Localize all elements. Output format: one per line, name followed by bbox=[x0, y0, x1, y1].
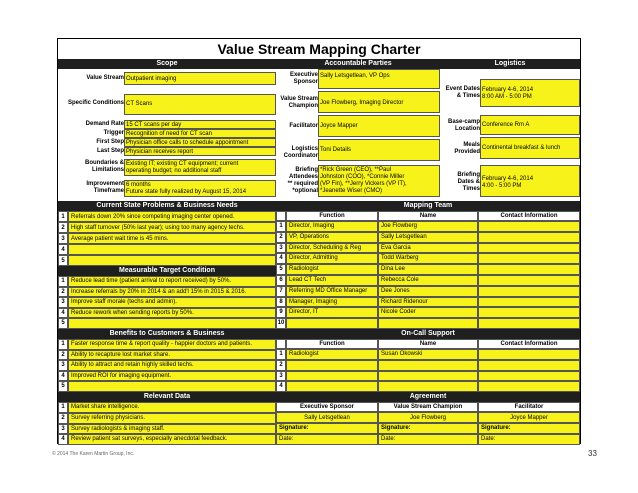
name-cell bbox=[378, 360, 478, 371]
mapping-team-row bbox=[276, 221, 580, 232]
basecamp-label bbox=[440, 119, 480, 133]
mapping-team-colheads bbox=[276, 211, 580, 221]
relevant-data-row bbox=[58, 402, 276, 413]
row-text: Reduce lead time (patient arrival to report received) by 50%. bbox=[68, 276, 276, 287]
contact-cell bbox=[478, 371, 580, 382]
briefing-label-line: Attendees bbox=[288, 174, 318, 180]
row-text bbox=[68, 318, 276, 329]
facilitator-colhead: Facilitator bbox=[478, 402, 580, 412]
function-cell: Referring MD Office Manager bbox=[286, 286, 378, 297]
briefing-line: Johnston (COO), *Connie Miller bbox=[320, 174, 405, 180]
improvement-line: 6 months bbox=[126, 182, 151, 188]
row-number: 1 bbox=[276, 221, 286, 232]
last-step-label: Last Step bbox=[96, 148, 124, 154]
name-cell bbox=[378, 381, 478, 392]
row-number: 5 bbox=[58, 255, 68, 266]
benefits-header: Benefits to Customers & Business bbox=[58, 329, 276, 339]
row-text: Improved ROI for imaging equipment. bbox=[68, 371, 276, 382]
function-cell: Manager, Imaging bbox=[286, 297, 378, 308]
row-number: 5 bbox=[58, 318, 68, 329]
row-number: 6 bbox=[276, 275, 286, 286]
mapping-team-row bbox=[276, 243, 580, 254]
exec-sponsor-name: Sally Letsgetlean bbox=[276, 412, 378, 423]
event-label-line: Event Dates bbox=[445, 86, 480, 92]
mapping-team-row bbox=[276, 307, 580, 318]
mapping-team-row bbox=[276, 264, 580, 275]
oncall-row bbox=[276, 371, 580, 382]
boundaries-label-line: Boundaries & bbox=[84, 160, 124, 166]
row-number: 7 bbox=[276, 286, 286, 297]
row-text: Faster response time & report quality - happier doctors and patients. bbox=[68, 339, 276, 350]
row-number: 1 bbox=[276, 349, 286, 360]
event-line: February 4-6, 2014 bbox=[482, 87, 534, 93]
benefit-row bbox=[58, 371, 276, 382]
lower-right bbox=[276, 201, 580, 445]
contact-cell bbox=[478, 286, 580, 297]
facilitator-name: Joyce Mapper bbox=[478, 412, 580, 423]
name-cell: Sally Letsgetlean bbox=[378, 232, 478, 243]
row-number: 3 bbox=[58, 360, 68, 371]
meals-value: Continental breakfast & lunch bbox=[480, 137, 580, 159]
briefing-dates-label-line: Briefing bbox=[457, 172, 480, 178]
briefing-attendees-value bbox=[318, 165, 440, 197]
row-number: 2 bbox=[58, 413, 68, 424]
parties-block bbox=[276, 69, 440, 209]
current-state-row bbox=[58, 244, 276, 255]
function-colhead: Function bbox=[286, 339, 378, 349]
facilitator-label: Facilitator bbox=[289, 123, 318, 129]
demand-rate-label: Demand Rate bbox=[85, 121, 124, 127]
function-cell: Director, Imaging bbox=[286, 221, 378, 232]
last-step-value: Physician receives report bbox=[124, 147, 276, 156]
page-number: 33 bbox=[588, 449, 597, 458]
contact-cell bbox=[478, 307, 580, 318]
target-row bbox=[58, 318, 276, 329]
row-number: 1 bbox=[58, 211, 68, 222]
exec-label-line: Sponsor bbox=[293, 79, 318, 85]
target-row bbox=[58, 308, 276, 319]
logistics-block bbox=[440, 69, 580, 209]
boundaries-label bbox=[58, 160, 124, 174]
lower-left bbox=[58, 201, 276, 445]
facilitator-signature-field[interactable]: Signature: bbox=[478, 423, 580, 434]
current-state-row bbox=[58, 211, 276, 222]
row-number: 4 bbox=[58, 244, 68, 255]
value-stream-label: Value Stream bbox=[86, 75, 124, 81]
row-text: Referrals down 20% since competing imaging center opened. bbox=[68, 211, 276, 222]
name-cell bbox=[378, 318, 478, 329]
contact-cell bbox=[478, 360, 580, 371]
event-dates-label bbox=[440, 86, 480, 100]
row-number: 3 bbox=[58, 424, 68, 435]
logistics-header: Logistics bbox=[440, 59, 580, 69]
champion-colhead: Value Stream Champion bbox=[378, 402, 478, 412]
function-cell: Director, Admitting bbox=[286, 253, 378, 264]
champion-signature-field[interactable]: Signature: bbox=[378, 423, 478, 434]
row-number: 4 bbox=[58, 434, 68, 445]
mapping-team-row bbox=[276, 275, 580, 286]
row-number: 3 bbox=[58, 233, 68, 244]
function-cell: Director, Scheduling & Reg bbox=[286, 243, 378, 254]
improvement-label bbox=[58, 181, 124, 195]
improvement-label-line: Timeframe bbox=[93, 188, 124, 194]
row-text: Ability to attract and retain highly skilled techs. bbox=[68, 360, 276, 371]
charter-sheet bbox=[57, 38, 581, 444]
name-cell: Dina Lee bbox=[378, 264, 478, 275]
row-number: 1 bbox=[58, 276, 68, 287]
row-number: 2 bbox=[58, 287, 68, 298]
contact-cell bbox=[478, 232, 580, 243]
briefing-dates-value bbox=[480, 165, 580, 197]
row-text: High staff turnover (50% last year); using too many agency techs. bbox=[68, 222, 276, 233]
champion-label-line: Value Stream bbox=[280, 96, 318, 102]
copyright-footer: © 2014 The Karen Martin Group, Inc. bbox=[52, 451, 135, 457]
exec-sponsor-value: Sally Letsgetlean, VP Ops bbox=[318, 69, 440, 89]
mapping-team-row bbox=[276, 318, 580, 329]
current-state-row bbox=[58, 233, 276, 244]
oncall-colheads bbox=[276, 339, 580, 349]
relevant-data-row bbox=[58, 413, 276, 424]
row-number: 2 bbox=[276, 360, 286, 371]
champion-value: Joe Flowberg, Imaging Director bbox=[318, 91, 440, 113]
logistics-coordinator-value: Toni Details bbox=[318, 139, 440, 161]
briefing-line: *Rick Green (CEO), **Paul bbox=[320, 167, 392, 173]
contact-cell bbox=[478, 275, 580, 286]
logistics-label-line: Logistics bbox=[291, 146, 318, 152]
function-cell bbox=[286, 318, 378, 329]
briefing-dates-line: February 4-6, 2014 bbox=[482, 176, 534, 182]
oncall-header: On-Call Support bbox=[276, 329, 580, 339]
contact-cell bbox=[478, 221, 580, 232]
mapping-team-row bbox=[276, 286, 580, 297]
contact-colhead: Contact Information bbox=[478, 339, 580, 349]
row-text bbox=[68, 244, 276, 255]
function-cell: Radiologist bbox=[286, 264, 378, 275]
benefit-row bbox=[58, 381, 276, 392]
oncall-row bbox=[276, 360, 580, 371]
name-cell: Dee Jones bbox=[378, 286, 478, 297]
row-text: Market share intelligence. bbox=[68, 402, 276, 413]
contact-cell bbox=[478, 253, 580, 264]
facilitator-date-field[interactable]: Date: bbox=[478, 434, 580, 445]
name-cell: Joe Flowberg bbox=[378, 221, 478, 232]
contact-cell bbox=[478, 318, 580, 329]
improvement-line: Future state fully realized by August 15, 2014 bbox=[126, 189, 247, 195]
demand-rate-value: 15 CT scans per day bbox=[124, 120, 276, 129]
row-text: Average patient wait time is 45 mins. bbox=[68, 233, 276, 244]
row-text: Reduce rework when sending reports by 50%. bbox=[68, 308, 276, 319]
exec-signature-field[interactable]: Signature: bbox=[276, 423, 378, 434]
name-cell: Nicole Coder bbox=[378, 307, 478, 318]
row-number: 4 bbox=[58, 371, 68, 382]
row-number: 4 bbox=[276, 381, 286, 392]
row-number: 3 bbox=[276, 243, 286, 254]
exec-date-field[interactable]: Date: bbox=[276, 434, 378, 445]
num-colhead bbox=[276, 211, 286, 221]
mapping-team-row bbox=[276, 253, 580, 264]
function-cell bbox=[286, 381, 378, 392]
name-colhead: Name bbox=[378, 211, 478, 221]
benefit-row bbox=[58, 360, 276, 371]
contact-cell bbox=[478, 264, 580, 275]
briefing-dates-label-line: Dates & bbox=[457, 179, 480, 185]
basecamp-label-line: Location bbox=[455, 126, 480, 132]
function-cell: Lead CT Tech bbox=[286, 275, 378, 286]
contact-cell bbox=[478, 297, 580, 308]
current-state-row bbox=[58, 255, 276, 266]
boundaries-line: Existing IT; existing CT equipment; current bbox=[126, 161, 239, 167]
exec-label-line: Executive bbox=[289, 72, 318, 78]
row-text: Ability to recapture lost market share. bbox=[68, 350, 276, 361]
oncall-row bbox=[276, 349, 580, 360]
relevant-data-row bbox=[58, 434, 276, 445]
targets-header: Measurable Target Condition bbox=[58, 266, 276, 276]
current-state-row bbox=[58, 222, 276, 233]
briefing-attendees-label bbox=[276, 167, 318, 195]
boundaries-line: operating budget; no additional staff bbox=[126, 168, 222, 174]
row-number: 2 bbox=[58, 350, 68, 361]
agreement-header: Agreement bbox=[276, 392, 580, 402]
contact-cell bbox=[478, 381, 580, 392]
row-text: Increase referrals by 20% in 2014 & an add'l 15% in 2015 & 2016. bbox=[68, 287, 276, 298]
function-cell bbox=[286, 371, 378, 382]
name-cell: Richard Ridenour bbox=[378, 297, 478, 308]
event-dates-value bbox=[480, 79, 580, 107]
briefing-label-line: Briefing bbox=[295, 167, 318, 173]
meals-label-line: Meals bbox=[463, 142, 480, 148]
scope-header: Scope bbox=[58, 59, 276, 69]
relevant-data-row bbox=[58, 424, 276, 435]
briefing-dates-label-line: Times bbox=[462, 186, 480, 192]
briefing-line: *Jeanette Wiser (CMO) bbox=[320, 188, 383, 194]
row-number: 5 bbox=[276, 264, 286, 275]
boundaries-label-line: Limitations bbox=[91, 167, 124, 173]
page-title: Value Stream Mapping Charter bbox=[217, 41, 421, 57]
name-cell: Todd Warberg bbox=[378, 253, 478, 264]
first-step-value: Physician office calls to schedule appointment bbox=[124, 138, 276, 147]
contact-colhead: Contact Information bbox=[478, 211, 580, 221]
current-state-header: Current State Problems & Business Needs bbox=[58, 201, 276, 211]
briefing-dates-label bbox=[440, 172, 480, 193]
briefing-dates-line: 4:00 - 5:00 PM bbox=[482, 183, 522, 189]
value-stream-value: Outpatient imaging bbox=[124, 72, 276, 85]
specific-conditions-value: CT Scans bbox=[124, 94, 276, 115]
logistics-label-line: Coordinator bbox=[283, 153, 318, 159]
improvement-value bbox=[124, 180, 276, 197]
row-number: 5 bbox=[58, 381, 68, 392]
row-number: 3 bbox=[58, 297, 68, 308]
briefing-label-line: ** required bbox=[287, 181, 318, 187]
name-colhead: Name bbox=[378, 339, 478, 349]
champion-label-line: Champion bbox=[288, 103, 318, 109]
row-text bbox=[68, 381, 276, 392]
row-text: Improve staff morale (techs and admin). bbox=[68, 297, 276, 308]
target-row bbox=[58, 297, 276, 308]
trigger-value: Recognition of need for CT scan bbox=[124, 129, 276, 138]
row-number: 4 bbox=[276, 253, 286, 264]
briefing-label-line: *optional bbox=[292, 188, 318, 194]
row-number: 1 bbox=[58, 339, 68, 350]
name-cell bbox=[378, 371, 478, 382]
basecamp-label-line: Base-camp bbox=[447, 119, 480, 125]
facilitator-value: Joyce Mapper bbox=[318, 115, 440, 137]
basecamp-value: Conference Rm A bbox=[480, 115, 580, 135]
improvement-label-line: Improvement bbox=[86, 181, 124, 187]
logistics-coordinator-label bbox=[276, 146, 318, 160]
mapping-team-header: Mapping Team bbox=[276, 201, 580, 211]
trigger-label: Trigger bbox=[103, 130, 124, 136]
benefit-row bbox=[58, 339, 276, 350]
mapping-team-row bbox=[276, 297, 580, 308]
function-cell: VP, Operations bbox=[286, 232, 378, 243]
row-number: 9 bbox=[276, 307, 286, 318]
specific-conditions-label: Specific Conditions bbox=[67, 100, 124, 106]
function-cell: Director, IT bbox=[286, 307, 378, 318]
function-cell bbox=[286, 360, 378, 371]
mapping-team-row bbox=[276, 232, 580, 243]
row-number: 3 bbox=[276, 371, 286, 382]
row-number: 4 bbox=[58, 308, 68, 319]
event-label-line: & Times bbox=[456, 93, 480, 99]
boundaries-value bbox=[124, 159, 276, 176]
target-row bbox=[58, 276, 276, 287]
exec-sponsor-colhead: Executive Sponsor bbox=[276, 402, 378, 412]
name-cell: Susan Okowski bbox=[378, 349, 478, 360]
name-cell: Rebecca Cole bbox=[378, 275, 478, 286]
row-text bbox=[68, 255, 276, 266]
oncall-row bbox=[276, 381, 580, 392]
relevant-data-header: Relevant Data bbox=[58, 392, 276, 402]
contact-cell bbox=[478, 349, 580, 360]
parties-header: Accountable Parties bbox=[276, 59, 440, 69]
benefit-row bbox=[58, 350, 276, 361]
function-cell: Radiologist bbox=[286, 349, 378, 360]
function-colhead: Function bbox=[286, 211, 378, 221]
row-number: 2 bbox=[58, 222, 68, 233]
champion-label bbox=[276, 96, 318, 110]
row-number: 8 bbox=[276, 297, 286, 308]
target-row bbox=[58, 287, 276, 298]
event-line: 8:00 AM - 5:00 PM bbox=[482, 94, 532, 100]
champion-date-field[interactable]: Date: bbox=[378, 434, 478, 445]
champion-name: Joe Flowberg bbox=[378, 412, 478, 423]
row-number: 1 bbox=[58, 402, 68, 413]
first-step-label: First Step bbox=[96, 139, 124, 145]
agreement-table bbox=[276, 402, 580, 445]
num-colhead bbox=[276, 339, 286, 349]
exec-sponsor-label bbox=[276, 72, 318, 86]
row-text: Review patient sat surveys, especially anecdotal feedback. bbox=[68, 434, 276, 445]
row-number: 10 bbox=[276, 318, 286, 329]
meals-label bbox=[440, 142, 480, 156]
name-cell: Eva Garcia bbox=[378, 243, 478, 254]
contact-cell bbox=[478, 243, 580, 254]
meals-label-line: Provided bbox=[454, 149, 480, 155]
briefing-line: (VP Fin), **Jerry Vickers (VP IT), bbox=[320, 181, 407, 187]
row-text: Survey referring physicians. bbox=[68, 413, 276, 424]
row-text: Survey radiologists & imaging staff. bbox=[68, 424, 276, 435]
row-number: 2 bbox=[276, 232, 286, 243]
